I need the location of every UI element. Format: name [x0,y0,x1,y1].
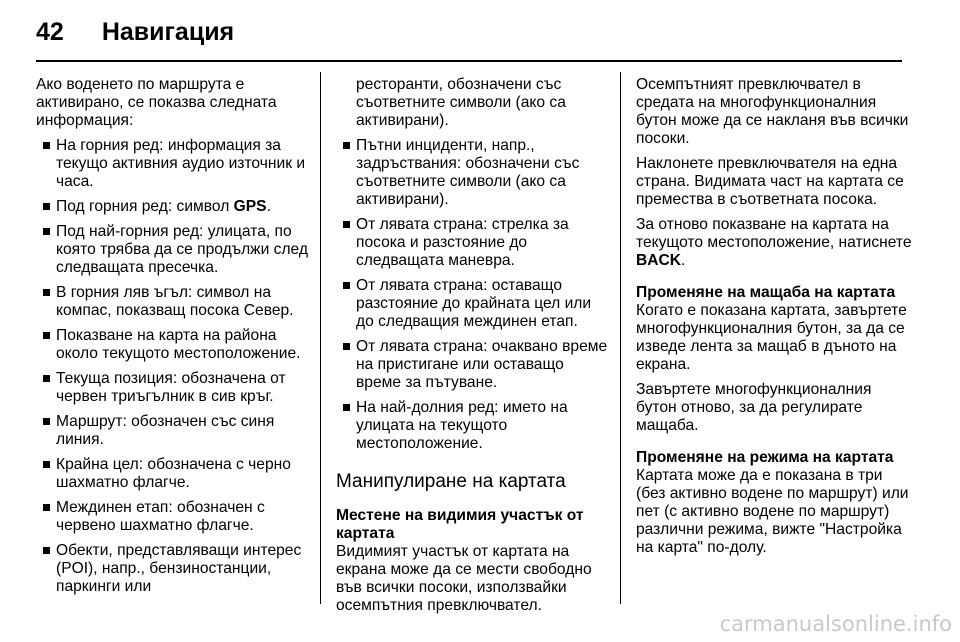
paragraph: Завъртете многофункционалния бутон отново, за да регулирате мащаба. [636,381,872,434]
subsection-heading: Променяне на режима на картата [636,449,894,466]
list-item: На горния ред: информация за текущо активния аудио източник и часа. [36,137,308,191]
list-item: Крайна цел: обозначена с черно шахматно флагче. [36,456,308,492]
subsection-heading: Местене на видимия участък от картата [336,507,584,542]
list-item: В горния ляв ъгъл: символ на компас, показващ посока Север. [36,284,308,320]
back-label: BACK [636,252,682,269]
list-item: Под горния ред: символ GPS. [36,198,308,216]
paragraph: Картата може да е показана в три (без активно водене по маршрут) или пет (с активно водене по маршрут) различни режима, вижте "Настройка на карта" по-долу. [636,467,909,556]
list-item: Текуща позиция: обозначена от червен триъгълник в сив кръг. [36,370,308,406]
list-item: Обекти, представляващи интерес (POI), напр., бензиностанции, паркинги или [36,542,308,596]
paragraph: Осемпътният превключвател в средата на многофункционалния бутон може да се накланя във всички посоки. [636,76,909,147]
list-item: Маршрут: обозначен със синя линия. [36,413,308,449]
info-list [36,137,308,596]
column-divider [320,72,321,604]
list-item: От лявата страна: оставащо разстояние до крайната цел или до следващия междинен етап. [336,277,608,331]
list-item: Показване на карта на района около текущото местоположение. [36,327,308,363]
page-title: Навигация [101,18,235,46]
paragraph: Когато е показана картата, завъртете многофункционалния бутон, за да се изведе лента за мащаб в дъното на екрана. [636,302,907,373]
page-header [36,18,234,58]
paragraph: Наклонете превключвателя на една страна. Видимата част на картата се премества в съответната посока. [636,155,904,208]
list-item: Пътни инциденти, напр., задръствания: обозначени със съответните символи (ако са активирани). [336,137,608,209]
header-rule [36,60,902,62]
column-3 [636,76,912,564]
section-heading: Манипулиране на картата [336,471,566,492]
list-item: От лявата страна: очаквано време на пристигане или оставащо време за пътуване. [336,338,608,392]
column-divider [620,72,621,604]
list-item: От лявата страна: стрелка за посока и разстояние до следващата маневра. [336,216,608,270]
column-1 [36,76,308,603]
paragraph: За отново показване на картата на текущото местоположение, натиснете BACK. [636,216,912,269]
column-2 [336,76,608,622]
info-list-continued [336,137,608,453]
list-item: На най-долния ред: името на улицата на текущото местоположение. [336,399,608,453]
list-continuation: ресторанти, обозначени със съответните символи (ако са активирани). [356,76,566,129]
gps-label: GPS [233,198,267,215]
list-item: Под най-горния ред: улицата, по която трябва да се продължи след следващата пресечка. [36,223,308,277]
subsection-paragraph: Видимият участък от картата на екрана може да се мести свободно във всички посоки, използвайки осемпътния превключвател. [336,543,592,614]
intro-paragraph: Ако воденето по маршрута е активирано, се показва следната информация: [36,76,277,129]
page-number: 42 [36,18,64,46]
subsection-heading: Променяне на мащаба на картата [636,284,896,301]
watermark: carmanualsonline.info [719,612,952,636]
list-item: Междинен етап: обозначен с червено шахматно флагче. [36,499,308,535]
